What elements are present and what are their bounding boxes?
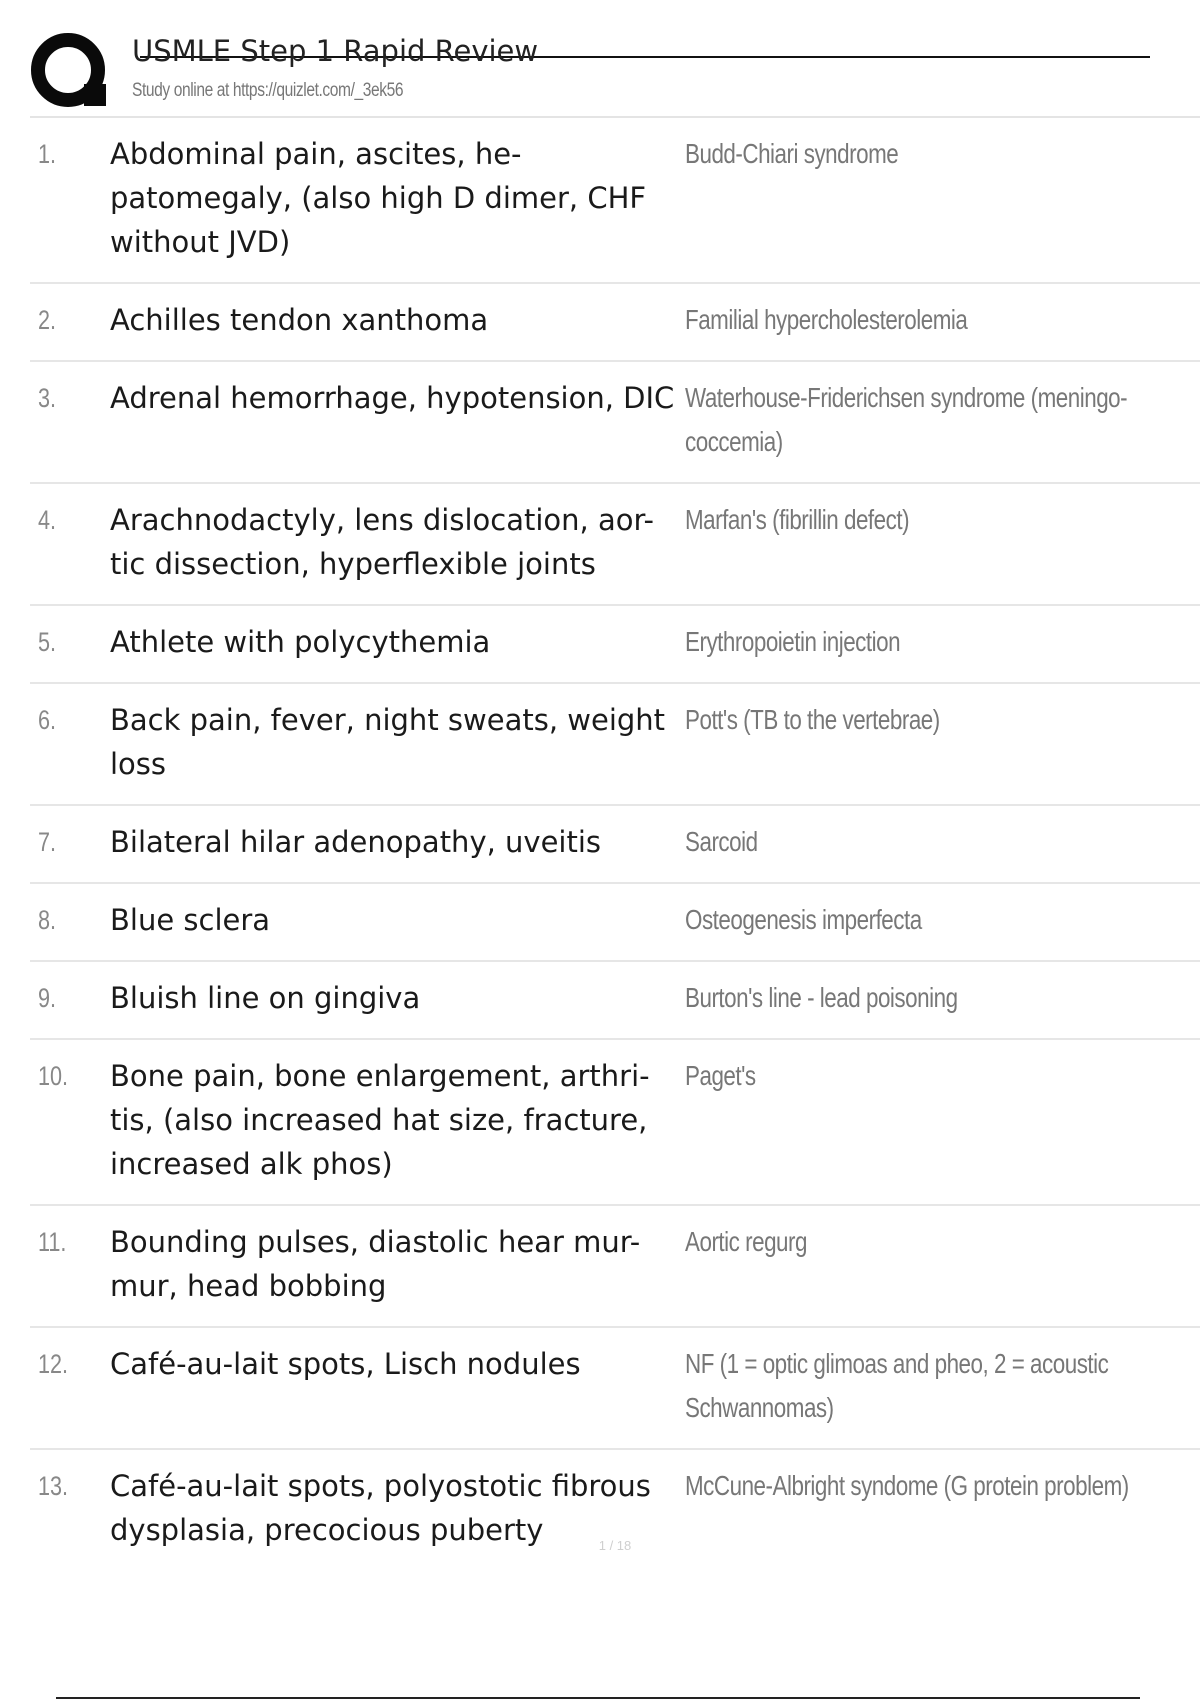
item-number: 6.	[38, 705, 57, 735]
item-definition-text: Familial hypercholesterolemia	[685, 304, 968, 335]
item-number: 3.	[38, 383, 57, 413]
item-definition	[685, 620, 1200, 664]
item-term: Café-au-lait spots, polyostotic fibrous dysplasia, precocious puberty	[110, 1469, 651, 1547]
item-number: 8.	[38, 905, 57, 935]
list-item	[30, 884, 1200, 962]
item-number: 10.	[38, 1061, 69, 1091]
item-number: 7.	[38, 827, 57, 857]
item-definition-text: Pott's (TB to the vertebrae)	[685, 704, 940, 735]
item-term: Athlete with polycythemia	[110, 625, 491, 659]
item-term: Bounding pulses, diastolic hear mur-mur, head bobbing	[110, 1225, 641, 1303]
item-term: Arachnodactyly, lens dislocation, aor-tic dissection, hyperflexible joints	[110, 503, 655, 581]
item-term: Café-au-lait spots, Lisch nodules	[110, 1347, 581, 1381]
item-number: 11.	[38, 1227, 67, 1257]
item-term: Bluish line on gingiva	[110, 981, 421, 1015]
item-definition	[685, 976, 1200, 1020]
page-number: 1 / 18	[598, 1538, 632, 1553]
item-number: 13.	[38, 1471, 69, 1501]
item-number: 2.	[38, 305, 57, 335]
item-definition	[685, 1054, 1200, 1186]
item-number: 5.	[38, 627, 57, 657]
list-item	[30, 606, 1200, 684]
quizlet-logo-icon	[30, 32, 110, 112]
item-definition-text: Osteogenesis imperfecta	[685, 904, 922, 935]
footer-rule	[56, 1697, 1140, 1699]
item-term: Bilateral hilar adenopathy, uveitis	[110, 825, 602, 859]
list-item	[30, 962, 1200, 1040]
list-item	[30, 806, 1200, 884]
item-definition-text: Marfan's (fibrillin defect)	[685, 504, 910, 535]
list-item	[30, 1040, 1200, 1206]
item-definition-text: Sarcoid	[685, 826, 758, 857]
item-term: Adrenal hemorrhage, hypotension, DIC	[110, 381, 675, 415]
document-header	[30, 30, 1150, 115]
item-definition-text: Erythropoietin injection	[685, 626, 901, 657]
item-definition	[685, 376, 1200, 464]
item-number: 12.	[38, 1349, 69, 1379]
item-definition-text: McCune-Albright syndome (G protein problem)	[685, 1470, 1129, 1501]
item-term: Achilles tendon xanthoma	[110, 303, 489, 337]
item-definition	[685, 298, 1200, 342]
study-online-link[interactable]: Study online at https://quizlet.com/_3ek56	[132, 80, 404, 101]
list-item	[30, 362, 1200, 484]
item-definition-text: Paget's	[685, 1060, 756, 1091]
item-term: Abdominal pain, ascites, he-patomegaly, (also high D dimer, CHF without JVD)	[110, 137, 647, 259]
item-term: Blue sclera	[110, 903, 271, 937]
item-definition	[685, 1220, 1200, 1308]
item-definition	[685, 898, 1200, 942]
item-definition-text: Budd-Chiari syndrome	[685, 138, 899, 169]
list-item	[30, 484, 1200, 606]
item-term: Back pain, fever, night sweats, weight loss	[110, 703, 666, 781]
item-definition-text: NF (1 = optic glimoas and pheo, 2 = acoustic Schwannomas)	[685, 1348, 1109, 1423]
item-number: 1.	[38, 139, 57, 169]
item-number: 4.	[38, 505, 57, 535]
list-item	[30, 1206, 1200, 1328]
list-item	[30, 118, 1200, 284]
item-definition	[685, 132, 1200, 264]
list-item	[30, 1328, 1200, 1450]
flashcard-list	[30, 118, 1200, 1570]
list-item	[30, 284, 1200, 362]
page-title: USMLE Step 1 Rapid Review	[132, 34, 539, 68]
item-definition	[685, 820, 1200, 864]
item-definition-text: Waterhouse-Friderichsen syndrome (meningo-coccemia)	[685, 382, 1128, 457]
item-definition	[685, 698, 1200, 786]
item-number: 9.	[38, 983, 57, 1013]
list-item	[30, 684, 1200, 806]
item-definition-text: Burton's line - lead poisoning	[685, 982, 958, 1013]
item-definition-text: Aortic regurg	[685, 1226, 807, 1257]
item-definition	[685, 1342, 1200, 1430]
item-definition	[685, 498, 1200, 586]
item-term: Bone pain, bone enlargement, arthri-tis, (also increased hat size, fracture, increased alk phos)	[110, 1059, 650, 1181]
